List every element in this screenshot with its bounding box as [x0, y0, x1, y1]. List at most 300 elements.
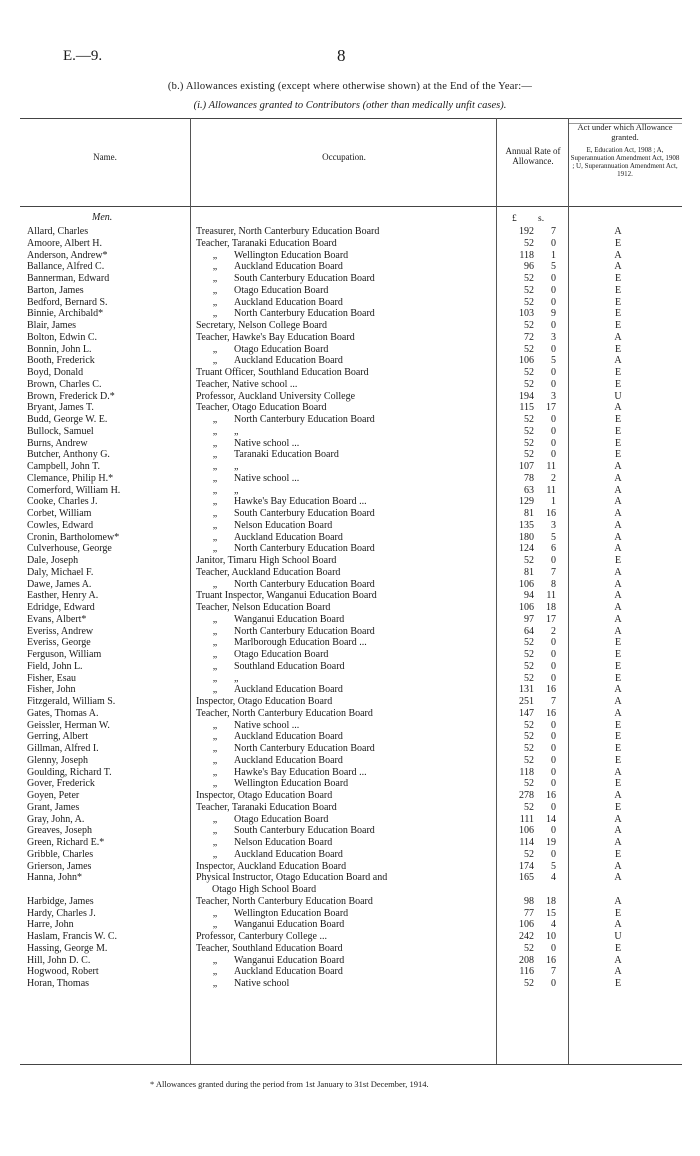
ditto-mark: „ [212, 907, 218, 919]
rate-shillings: 3 [551, 331, 556, 343]
occupation-cell [196, 919, 492, 931]
occupation-text: North Canterbury Education Board [234, 578, 375, 590]
act-code: E [614, 942, 622, 954]
table-row [0, 943, 700, 955]
rate-pounds: 97 [524, 613, 534, 625]
act-code: A [614, 461, 622, 472]
occupation-cell [196, 614, 492, 626]
occupation-text: Wanganui Education Board [234, 613, 345, 625]
allowee-name: Barton, James [27, 284, 84, 296]
act-code: E [614, 425, 622, 437]
occupation-cell [196, 825, 492, 837]
rate-shillings: 4 [551, 919, 556, 931]
occupation-text: Wellington Education Board [234, 778, 349, 790]
allowee-name: Hardy, Charles J. [27, 907, 96, 919]
occupation-text: Nelson Education Board [234, 519, 333, 531]
occupation-text: Taranaki Education Board [234, 449, 339, 461]
occupation-text: Professor, Canterbury College ... [196, 931, 327, 942]
occupation-cell [196, 379, 492, 391]
table-row [0, 426, 700, 438]
rate-shillings: 0 [551, 437, 556, 449]
allowee-name: Campbell, John T. [27, 461, 100, 472]
occupation-text: Teacher, Hawke's Bay Education Board [196, 331, 355, 343]
occupation-cell [196, 955, 492, 967]
table-row [0, 720, 700, 732]
occupation-text: Auckland Education Board [234, 754, 343, 766]
table-row [0, 731, 700, 743]
table-row [0, 590, 700, 602]
rate-pounds: 52 [524, 320, 534, 331]
occupation-cell [196, 473, 492, 485]
occupation-text: Wellington Education Board [234, 249, 349, 261]
act-code: A [614, 837, 622, 848]
act-code: A [614, 895, 622, 907]
rate-pounds: 81 [524, 566, 534, 578]
act-code: E [614, 320, 622, 331]
occupation-cell [196, 708, 492, 720]
allowee-name: Ferguson, William [27, 649, 102, 660]
occupation-cell [196, 755, 492, 767]
rate-shillings: 17 [546, 402, 556, 414]
rate-pounds: 106 [519, 578, 534, 590]
ditto-mark: „ [212, 425, 218, 437]
table-row [0, 955, 700, 967]
occupation-cell [196, 743, 492, 755]
rate-pounds: 174 [519, 860, 534, 872]
ditto-mark: „ [212, 978, 218, 989]
occupation-cell [196, 508, 492, 520]
rate-shillings: 11 [546, 484, 556, 496]
allowee-name: Bryant, James T. [27, 402, 94, 414]
allowee-name: Daly, Michael F. [27, 566, 94, 578]
occupation-cell [196, 696, 492, 708]
occupation-text: Hawke's Bay Education Board ... [234, 766, 367, 778]
allowee-name: Allard, Charles [27, 226, 89, 237]
act-code: A [614, 472, 622, 484]
table-row [0, 626, 700, 638]
occupation-cell [196, 496, 492, 508]
rate-pounds: 116 [519, 966, 534, 978]
rate-pounds: 106 [519, 355, 534, 367]
occupation-cell [196, 790, 492, 802]
rate-pounds: 52 [524, 978, 534, 989]
allowee-name: Dale, Joseph [27, 555, 79, 566]
table-row [0, 814, 700, 826]
allowee-name: Ballance, Alfred C. [27, 261, 105, 273]
allowee-name: Horan, Thomas [27, 978, 90, 989]
rate-shillings: 4 [551, 872, 556, 884]
page-number: 8 [337, 46, 346, 65]
rate-shillings: 0 [551, 942, 556, 954]
section-label: Men. [92, 212, 113, 223]
rate-pounds: 81 [524, 508, 534, 519]
section-title: (b.) Allowances existing (except where otherwise shown) at the End of the Year:— [167, 81, 533, 92]
allowee-name: Dawe, James A. [27, 578, 92, 590]
rate-pounds: 52 [524, 637, 534, 649]
occupation-cell [196, 261, 492, 273]
ditto-mark: „ [212, 848, 218, 860]
occupation-text: Teacher, Taranaki Education Board [196, 237, 337, 249]
act-code: E [614, 296, 622, 308]
rate-pounds: 52 [524, 942, 534, 954]
shillings-header: s. [538, 214, 545, 224]
act-code: E [614, 237, 622, 249]
allowance-table [0, 226, 700, 990]
occupation-cell [196, 931, 492, 943]
footnote: * Allowances granted during the period from 1st January to 31st December, 1914. [150, 1079, 429, 1089]
table-row [0, 414, 700, 426]
table-row [0, 767, 700, 779]
rate-pounds: 52 [524, 343, 534, 355]
act-code: A [614, 860, 622, 872]
table-row [0, 790, 700, 802]
act-code: A [614, 813, 622, 825]
ditto-mark: „ [212, 308, 218, 320]
occupation-text: Otago Education Board [234, 343, 329, 355]
act-code: A [614, 496, 622, 508]
act-column-title: Act under which Allowance granted. [577, 122, 673, 142]
act-code: E [614, 672, 622, 684]
occupation-text: Wanganui Education Board [234, 954, 345, 966]
rate-pounds: 98 [524, 895, 534, 907]
table-row [0, 849, 700, 861]
occupation-cell [196, 872, 492, 884]
rate-pounds: 78 [524, 472, 534, 484]
rate-shillings: 3 [551, 519, 556, 531]
occupation-cell [196, 543, 492, 555]
allowee-name: Hassing, George M. [27, 942, 108, 954]
rate-pounds: 52 [524, 437, 534, 449]
allowee-name: Boyd, Donald [27, 367, 84, 378]
act-code: A [614, 355, 622, 367]
act-code: E [614, 743, 622, 754]
occupation-cell [196, 367, 492, 379]
occupation-text: Hawke's Bay Education Board ... [234, 496, 367, 508]
rate-shillings: 0 [551, 449, 556, 461]
rate-pounds: 111 [519, 813, 534, 825]
occupation-cell [196, 661, 492, 673]
allowee-name: Goulding, Richard T. [27, 766, 112, 778]
document-code: E.—9. [63, 48, 103, 64]
occupation-text: Native school ... [234, 437, 300, 449]
allowee-name: Cowles, Edward [27, 519, 94, 531]
rate-pounds: 52 [524, 801, 534, 813]
act-code: A [614, 578, 622, 590]
ditto-mark: „ [212, 837, 218, 848]
act-code: A [614, 402, 622, 414]
table-row [0, 919, 700, 931]
table-row [0, 391, 700, 403]
table-row [0, 520, 700, 532]
rate-shillings: 16 [546, 954, 556, 966]
rate-shillings: 0 [551, 637, 556, 649]
ditto-mark: „ [212, 754, 218, 766]
occupation-cell [196, 438, 492, 450]
act-code: U [614, 931, 622, 942]
act-code: A [614, 226, 622, 237]
occupation-text: Truant Inspector, Wanganui Education Board [196, 590, 377, 602]
allowee-name: Blair, James [27, 320, 77, 331]
table-row [0, 449, 700, 461]
rate-shillings: 0 [551, 848, 556, 860]
allowee-name: Grierson, James [27, 860, 92, 872]
rate-pounds: 124 [519, 543, 534, 555]
occupation-text: Teacher, Taranaki Education Board [196, 801, 337, 813]
rate-shillings: 0 [551, 367, 556, 378]
rate-shillings: 0 [551, 743, 556, 754]
occupation-cell [196, 626, 492, 638]
rate-shillings: 0 [551, 778, 556, 790]
ditto-mark: „ [212, 766, 218, 778]
occupation-cell [196, 532, 492, 544]
allowee-name: Gover, Frederick [27, 778, 95, 790]
rate-pounds: 118 [519, 249, 534, 261]
allowee-name: Bullock, Samuel [27, 425, 94, 437]
rate-pounds: 52 [524, 660, 534, 672]
rate-pounds: 129 [519, 496, 534, 508]
ditto-mark: „ [212, 343, 218, 355]
occupation-text: Native school [234, 978, 290, 989]
table-row [0, 485, 700, 497]
allowee-name: Burns, Andrew [27, 437, 88, 449]
occupation-text: Teacher, Native school ... [196, 378, 298, 390]
rate-pounds: 52 [524, 555, 534, 566]
allowee-name: Geissler, Herman W. [27, 719, 110, 731]
table-row [0, 861, 700, 873]
table-row [0, 837, 700, 849]
table-row [0, 579, 700, 591]
rate-pounds: 52 [524, 754, 534, 766]
rate-shillings: 1 [551, 249, 556, 261]
rate-shillings: 16 [546, 707, 556, 719]
rate-shillings: 16 [546, 684, 556, 696]
act-code: E [614, 367, 622, 378]
allowee-name: Evans, Albert* [27, 613, 87, 625]
rate-shillings: 0 [551, 825, 556, 837]
occupation-text: Auckland Education Board [234, 731, 343, 743]
act-code: E [614, 754, 622, 766]
allowee-name: Bedford, Bernard S. [27, 296, 108, 308]
occupation-text: Nelson Education Board [234, 837, 333, 848]
rate-pounds: 107 [519, 461, 534, 472]
occupation-cell [196, 297, 492, 309]
allowee-name: Brown, Charles C. [27, 378, 102, 390]
allowee-name: Cooke, Charles J. [27, 496, 98, 508]
occupation-text: South Canterbury Education Board [234, 825, 375, 837]
rate-pounds: 52 [524, 449, 534, 461]
occupation-text: Otago Education Board [234, 813, 329, 825]
table-row [0, 261, 700, 273]
ditto-mark: „ [212, 249, 218, 261]
rate-pounds: 165 [519, 872, 534, 884]
occupation-cell [196, 673, 492, 685]
rate-shillings: 0 [551, 978, 556, 989]
occupation-text: Auckland Education Board [234, 261, 343, 273]
ditto-mark: „ [212, 919, 218, 931]
rate-shillings: 17 [546, 613, 556, 625]
occupation-cell [196, 402, 492, 414]
allowee-name: Everiss, George [27, 637, 91, 649]
table-row [0, 649, 700, 661]
rate-pounds: 115 [519, 402, 534, 414]
table-row [0, 931, 700, 943]
act-code: A [614, 766, 622, 778]
ditto-mark: „ [212, 484, 218, 496]
ditto-mark: „ [212, 778, 218, 790]
ditto-mark: „ [212, 637, 218, 649]
act-code: A [614, 707, 622, 719]
occupation-text: Teacher, Auckland Education Board [196, 566, 341, 578]
rate-shillings: 18 [546, 602, 556, 613]
act-code: E [614, 449, 622, 461]
allowee-name: Bonnin, John L. [27, 343, 92, 355]
rate-pounds: 52 [524, 367, 534, 378]
occupation-cell [196, 273, 492, 285]
table-row [0, 684, 700, 696]
table-row [0, 872, 700, 896]
allowee-name: Bolton, Edwin C. [27, 331, 98, 343]
occupation-text: Inspector, Otago Education Board [196, 696, 333, 707]
table-row [0, 614, 700, 626]
occupation-cell [196, 861, 492, 873]
allowee-name: Field, John L. [27, 660, 83, 672]
rate-pounds: 106 [519, 602, 534, 613]
rate-pounds: 72 [524, 331, 534, 343]
table-row [0, 637, 700, 649]
occupation-text: Inspector, Auckland Education Board [196, 860, 347, 872]
rate-pounds: 114 [519, 837, 534, 848]
act-code: A [614, 331, 622, 343]
act-code: A [614, 531, 622, 543]
act-code: A [614, 602, 622, 613]
rate-pounds: 52 [524, 649, 534, 660]
rate-shillings: 14 [546, 813, 556, 825]
occupation-text: Wanganui Education Board [234, 919, 345, 931]
allowee-name: Everiss, Andrew [27, 625, 94, 637]
allowee-name: Green, Richard E.* [27, 837, 105, 848]
rate-pounds: 52 [524, 296, 534, 308]
rate-pounds: 52 [524, 425, 534, 437]
ditto-mark: „ [212, 296, 218, 308]
rate-pounds: 96 [524, 261, 534, 273]
table-row [0, 402, 700, 414]
table-row [0, 496, 700, 508]
rate-pounds: 106 [519, 825, 534, 837]
occupation-cell [196, 391, 492, 403]
act-code: E [614, 778, 622, 790]
occupation-cell [196, 250, 492, 262]
table-row [0, 297, 700, 309]
act-code: A [614, 954, 622, 966]
ditto-mark: „ [212, 578, 218, 590]
allowee-name: Harbidge, James [27, 895, 94, 907]
occupation-text: Otago Education Board [234, 649, 329, 660]
allowee-name: Haslam, Francis W. C. [27, 931, 117, 942]
rate-shillings: 5 [551, 261, 556, 273]
rate-shillings: 0 [551, 766, 556, 778]
act-code: E [614, 978, 622, 989]
table-row [0, 661, 700, 673]
rate-shillings: 0 [551, 320, 556, 331]
allowee-name: Budd, George W. E. [27, 414, 108, 425]
allowee-name: Butcher, Anthony G. [27, 449, 110, 461]
allowee-name: Fitzgerald, William S. [27, 696, 116, 707]
act-code: A [614, 696, 622, 707]
ditto-mark: „ [212, 531, 218, 543]
ditto-mark: „ [212, 684, 218, 696]
occupation-cell [196, 449, 492, 461]
table-row [0, 532, 700, 544]
act-code: E [614, 308, 622, 320]
table-row [0, 755, 700, 767]
act-code: A [614, 919, 622, 931]
rate-shillings: 7 [551, 966, 556, 978]
table-row [0, 966, 700, 978]
occupation-cell [196, 344, 492, 356]
table-row [0, 250, 700, 262]
occupation-cell [196, 896, 492, 908]
ditto-mark: „ [212, 355, 218, 367]
allowee-name: Corbet, William [27, 508, 92, 519]
allowee-name: Greaves, Joseph [27, 825, 92, 837]
rate-pounds: 52 [524, 778, 534, 790]
occupation-cell [196, 579, 492, 591]
occupation-text: „ [234, 425, 239, 437]
act-code: E [614, 848, 622, 860]
table-row [0, 332, 700, 344]
table-row [0, 379, 700, 391]
act-code: E [614, 649, 622, 660]
act-code: A [614, 872, 622, 884]
occupation-text: Auckland Education Board [234, 355, 343, 367]
act-code: E [614, 284, 622, 296]
rate-pounds: 52 [524, 672, 534, 684]
allowee-name: Gerring, Albert [27, 731, 89, 743]
rate-pounds: 52 [524, 743, 534, 754]
ditto-mark: „ [212, 966, 218, 978]
rate-shillings: 2 [551, 625, 556, 637]
occupation-text: Marlborough Education Board ... [234, 637, 367, 649]
occupation-text: Teacher, Otago Education Board [196, 402, 327, 414]
occupation-column-header: Occupation. [322, 152, 366, 162]
table-row [0, 355, 700, 367]
rate-pounds: 118 [519, 766, 534, 778]
occupation-cell [196, 567, 492, 579]
rate-pounds: 194 [519, 390, 534, 402]
table-row [0, 226, 700, 238]
act-code: A [614, 790, 622, 801]
rate-shillings: 15 [546, 907, 556, 919]
rate-shillings: 0 [551, 660, 556, 672]
table-row [0, 696, 700, 708]
allowee-name: Hogwood, Robert [27, 966, 99, 978]
occupation-text: Native school ... [234, 472, 300, 484]
act-code: A [614, 966, 622, 978]
ditto-mark: „ [212, 508, 218, 519]
allowee-name: Grant, James [27, 801, 80, 813]
table-row [0, 567, 700, 579]
act-code: E [614, 907, 622, 919]
rate-shillings: 0 [551, 754, 556, 766]
table-row [0, 555, 700, 567]
rate-shillings: 0 [551, 414, 556, 425]
occupation-cell [196, 814, 492, 826]
table-row [0, 825, 700, 837]
rate-shillings: 0 [551, 731, 556, 743]
rate-pounds: 103 [519, 308, 534, 320]
rate-pounds: 278 [519, 790, 534, 801]
rate-shillings: 5 [551, 531, 556, 543]
